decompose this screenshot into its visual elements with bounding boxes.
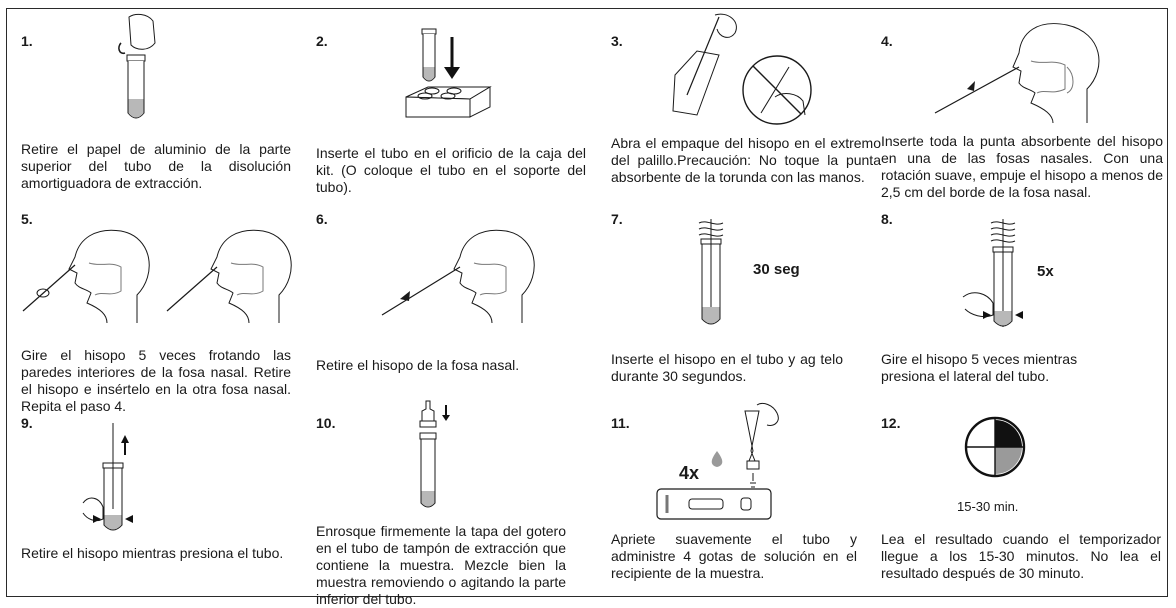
timer-label: 15-30 min. (957, 499, 1019, 514)
head-remove-swab-illustration (372, 219, 562, 329)
step-description: Lea el resultado cuando el temporizador llegue a los 15-30 minutos. No lea el resultado después de 30 minuto. (881, 531, 1161, 581)
swab-in-tube-illustration (693, 219, 733, 329)
step-5 (7, 205, 297, 414)
step-number: 11. (611, 415, 630, 431)
timer-icon (963, 415, 1027, 479)
time-label: 30 seg (753, 261, 800, 278)
head-profile-insert-illustration (927, 19, 1127, 129)
step-9 (7, 401, 297, 597)
step-description: Gire el hisopo 5 veces frotando las paredes interiores de la fosa nasal. Retire el hisopo e insértelo en la otra fosa nasal. Repita el paso 4. (21, 347, 291, 414)
dropper-test-cassette-illustration (657, 401, 847, 521)
step-6 (302, 205, 592, 401)
step-number: 1. (21, 33, 33, 49)
step-1 (7, 9, 297, 205)
step-description: Apriete suavemente el tubo y administre 4 gotas de solución en el recipiente de la muestra. (611, 531, 857, 581)
step-number: 12. (881, 415, 901, 431)
step-description: Retire el hisopo mientras presiona el tubo. (21, 545, 284, 561)
step-description: Retire el hisopo de la fosa nasal. (316, 357, 520, 373)
step-2 (302, 9, 592, 205)
tube-foil-illustration (107, 13, 167, 123)
step-description: Abra el empaque del hisopo en el extremo del palillo.Precaución: No toque la punta absorbente de la torunda con las manos. (611, 135, 881, 185)
step-7 (597, 205, 887, 401)
step-11 (597, 401, 887, 597)
step-description: Gire el hisopo 5 veces mientras presiona el lateral del tubo. (881, 351, 1078, 384)
step-number: 5. (21, 211, 33, 227)
two-head-rotate-illustration (17, 219, 307, 329)
step-description: Enrosque firmemente la tapa del gotero en el tubo de tampón de extracción que contiene la muestra. Mezcle bien la muestra removiendo o agitando la parte inferior del tubo. (316, 523, 566, 607)
step-number: 3. (611, 33, 623, 49)
step-description: Inserte el hisopo en el tubo y ag telo durante 30 segundos. (611, 351, 843, 384)
step-number: 10. (316, 415, 336, 431)
swab-package-illustration (657, 15, 837, 125)
drops-label: 4x (679, 463, 700, 483)
step-description: Retire el papel de aluminio de la parte superior del tubo de la disolución amortiguadora de extracción. (21, 141, 291, 191)
rotation-label: 5x (1037, 263, 1054, 280)
remove-swab-tube-illustration (79, 423, 159, 539)
step-description: Inserte el tubo en el orificio de la caja del kit. (O coloque el tubo en el soporte del tubo). (316, 145, 586, 195)
dropper-cap-illustration (402, 401, 452, 511)
step-number: 8. (881, 211, 893, 227)
step-number: 7. (611, 211, 623, 227)
step-4 (867, 9, 1167, 205)
step-number: 2. (316, 33, 328, 49)
step-number: 6. (316, 211, 328, 227)
instructions-panel (6, 8, 1168, 607)
step-10 (302, 401, 592, 607)
step-description: Inserte toda la punta absorbente del hisopo en una de las fosas nasales. Con una rotación suave, empuje el hisopo a menos de 2,5 cm del borde de la fosa nasal. (881, 133, 1163, 200)
tube-in-kit-illustration (392, 29, 502, 129)
step-12 (867, 401, 1167, 597)
step-number: 9. (21, 415, 33, 431)
step-8 (867, 205, 1167, 401)
press-tube-illustration (963, 219, 1043, 335)
step-3 (597, 9, 887, 205)
step-number: 4. (881, 33, 893, 49)
